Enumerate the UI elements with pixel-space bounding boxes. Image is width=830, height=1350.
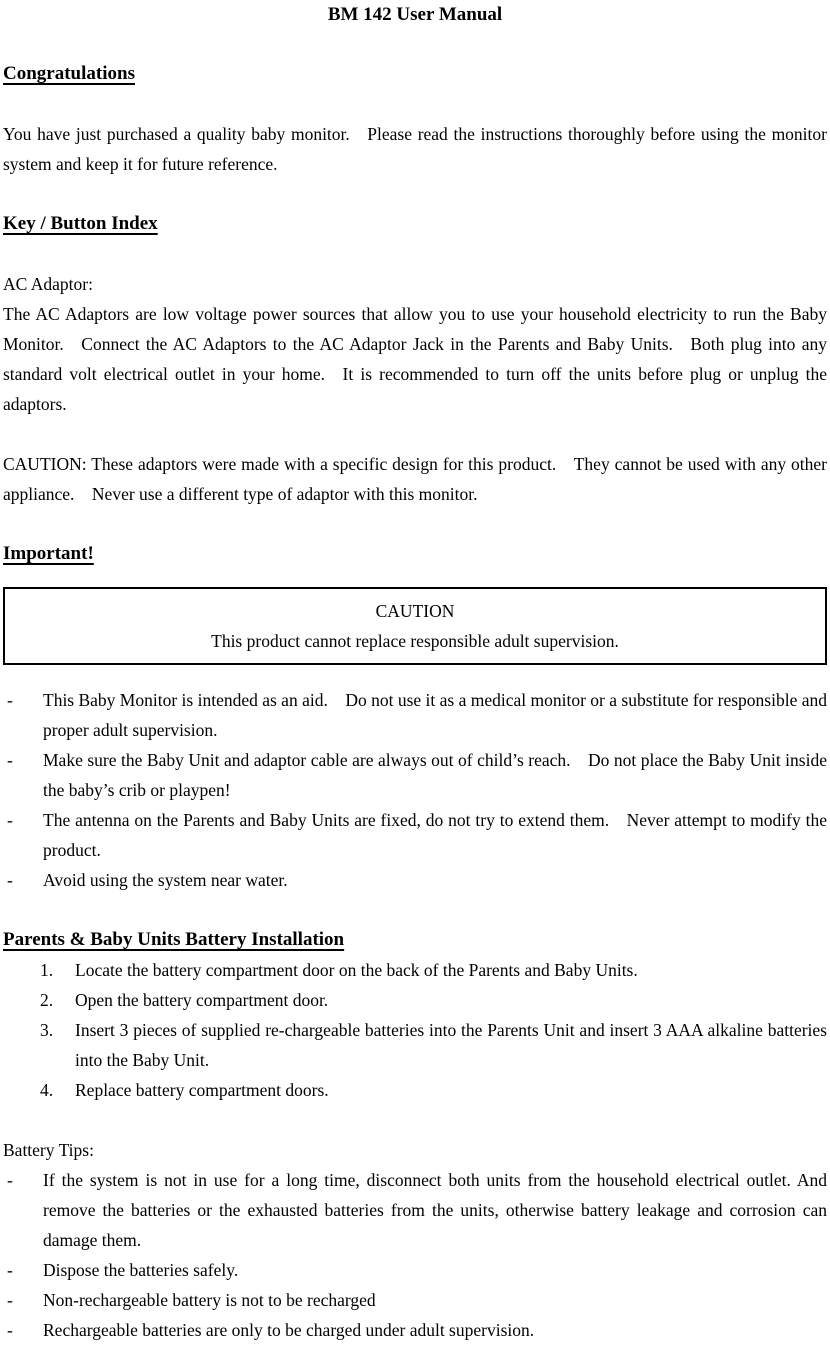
list-item <box>3 865 827 895</box>
list-item-text: Make sure the Baby Unit and adaptor cable are always out of child’s reach. Do not place the Baby Unit inside the baby’s crib or playpen! <box>43 750 827 800</box>
list-item <box>3 1285 827 1315</box>
step-number: 2. <box>40 990 54 1010</box>
page-title: BM 142 User Manual <box>327 4 503 25</box>
heading-important: Important! <box>3 543 94 564</box>
paragraph-ac-adaptor: The AC Adaptors are low voltage power sources that allow you to use your household electricity to run the Baby Monitor. Connect the AC Adaptors to the AC Adaptor Jack in the Parents and Baby Units. Both plug into any standard volt electrical outlet in your home. It is recommended to turn off the units before plug or unplug the adaptors. <box>3 304 827 414</box>
list-item <box>3 745 827 805</box>
step-text: Locate the battery compartment door on the back of the Parents and Baby Units. <box>75 960 638 980</box>
list-item <box>3 1015 827 1075</box>
battery-tips-list <box>3 1165 827 1345</box>
dash-bullet: - <box>7 870 13 890</box>
paragraph-congratulations: You have just purchased a quality baby monitor. Please read the instructions thoroughly before using the monitor system and keep it for future reference. <box>3 124 827 174</box>
list-item-text: Non-rechargeable battery is not to be recharged <box>43 1290 376 1310</box>
list-item <box>3 685 827 745</box>
list-item-text: Avoid using the system near water. <box>43 870 288 890</box>
dash-bullet: - <box>7 1290 13 1310</box>
list-item <box>3 1075 827 1105</box>
list-item <box>3 805 827 865</box>
dash-bullet: - <box>7 1320 13 1340</box>
list-item-text: The antenna on the Parents and Baby Units are fixed, do not try to extend them. Never attempt to modify the product. <box>43 810 827 860</box>
heading-key-button-index: Key / Button Index <box>3 213 158 234</box>
caution-box-text: This product cannot replace responsible adult supervision. <box>211 631 619 651</box>
list-item-text: This Baby Monitor is intended as an aid. Do not use it as a medical monitor or a substitute for responsible and proper adult supervision. <box>43 690 827 740</box>
important-list <box>3 685 827 895</box>
list-item <box>3 1165 827 1255</box>
dash-bullet: - <box>7 750 13 770</box>
step-number: 3. <box>40 1020 54 1040</box>
subheading-ac-adaptor: AC Adaptor: <box>3 274 93 294</box>
dash-bullet: - <box>7 810 13 830</box>
dash-bullet: - <box>7 690 13 710</box>
list-item <box>3 985 827 1015</box>
step-text: Open the battery compartment door. <box>75 990 329 1010</box>
installation-steps <box>3 955 827 1105</box>
list-item-text: If the system is not in use for a long time, disconnect both units from the household electrical outlet. And remove the batteries or the exhausted batteries from the units, otherwise battery leakage and corrosion can damage them. <box>43 1170 827 1250</box>
list-item <box>3 1315 827 1345</box>
list-item <box>3 1255 827 1285</box>
step-text: Replace battery compartment doors. <box>75 1080 329 1100</box>
list-item-text: Rechargeable batteries are only to be charged under adult supervision. <box>43 1320 535 1340</box>
subheading-battery-tips: Battery Tips: <box>3 1140 94 1160</box>
dash-bullet: - <box>7 1260 13 1280</box>
step-number: 4. <box>40 1080 54 1100</box>
heading-congratulations: Congratulations <box>3 63 135 84</box>
dash-bullet: - <box>7 1170 13 1190</box>
heading-battery-installation: Parents & Baby Units Battery Installation <box>3 929 345 950</box>
caution-box <box>3 587 827 665</box>
caution-box-title: CAUTION <box>375 601 455 621</box>
paragraph-adaptor-caution: CAUTION: These adaptors were made with a specific design for this product. They cannot be used with any other appliance. Never use a different type of adaptor with this monitor. <box>3 454 827 504</box>
list-item-text: Dispose the batteries safely. <box>43 1260 239 1280</box>
step-text: Insert 3 pieces of supplied re-chargeable batteries into the Parents Unit and insert 3 AAA alkaline batteries into the Baby Unit. <box>75 1020 827 1070</box>
step-number: 1. <box>40 960 54 980</box>
list-item <box>3 955 827 985</box>
